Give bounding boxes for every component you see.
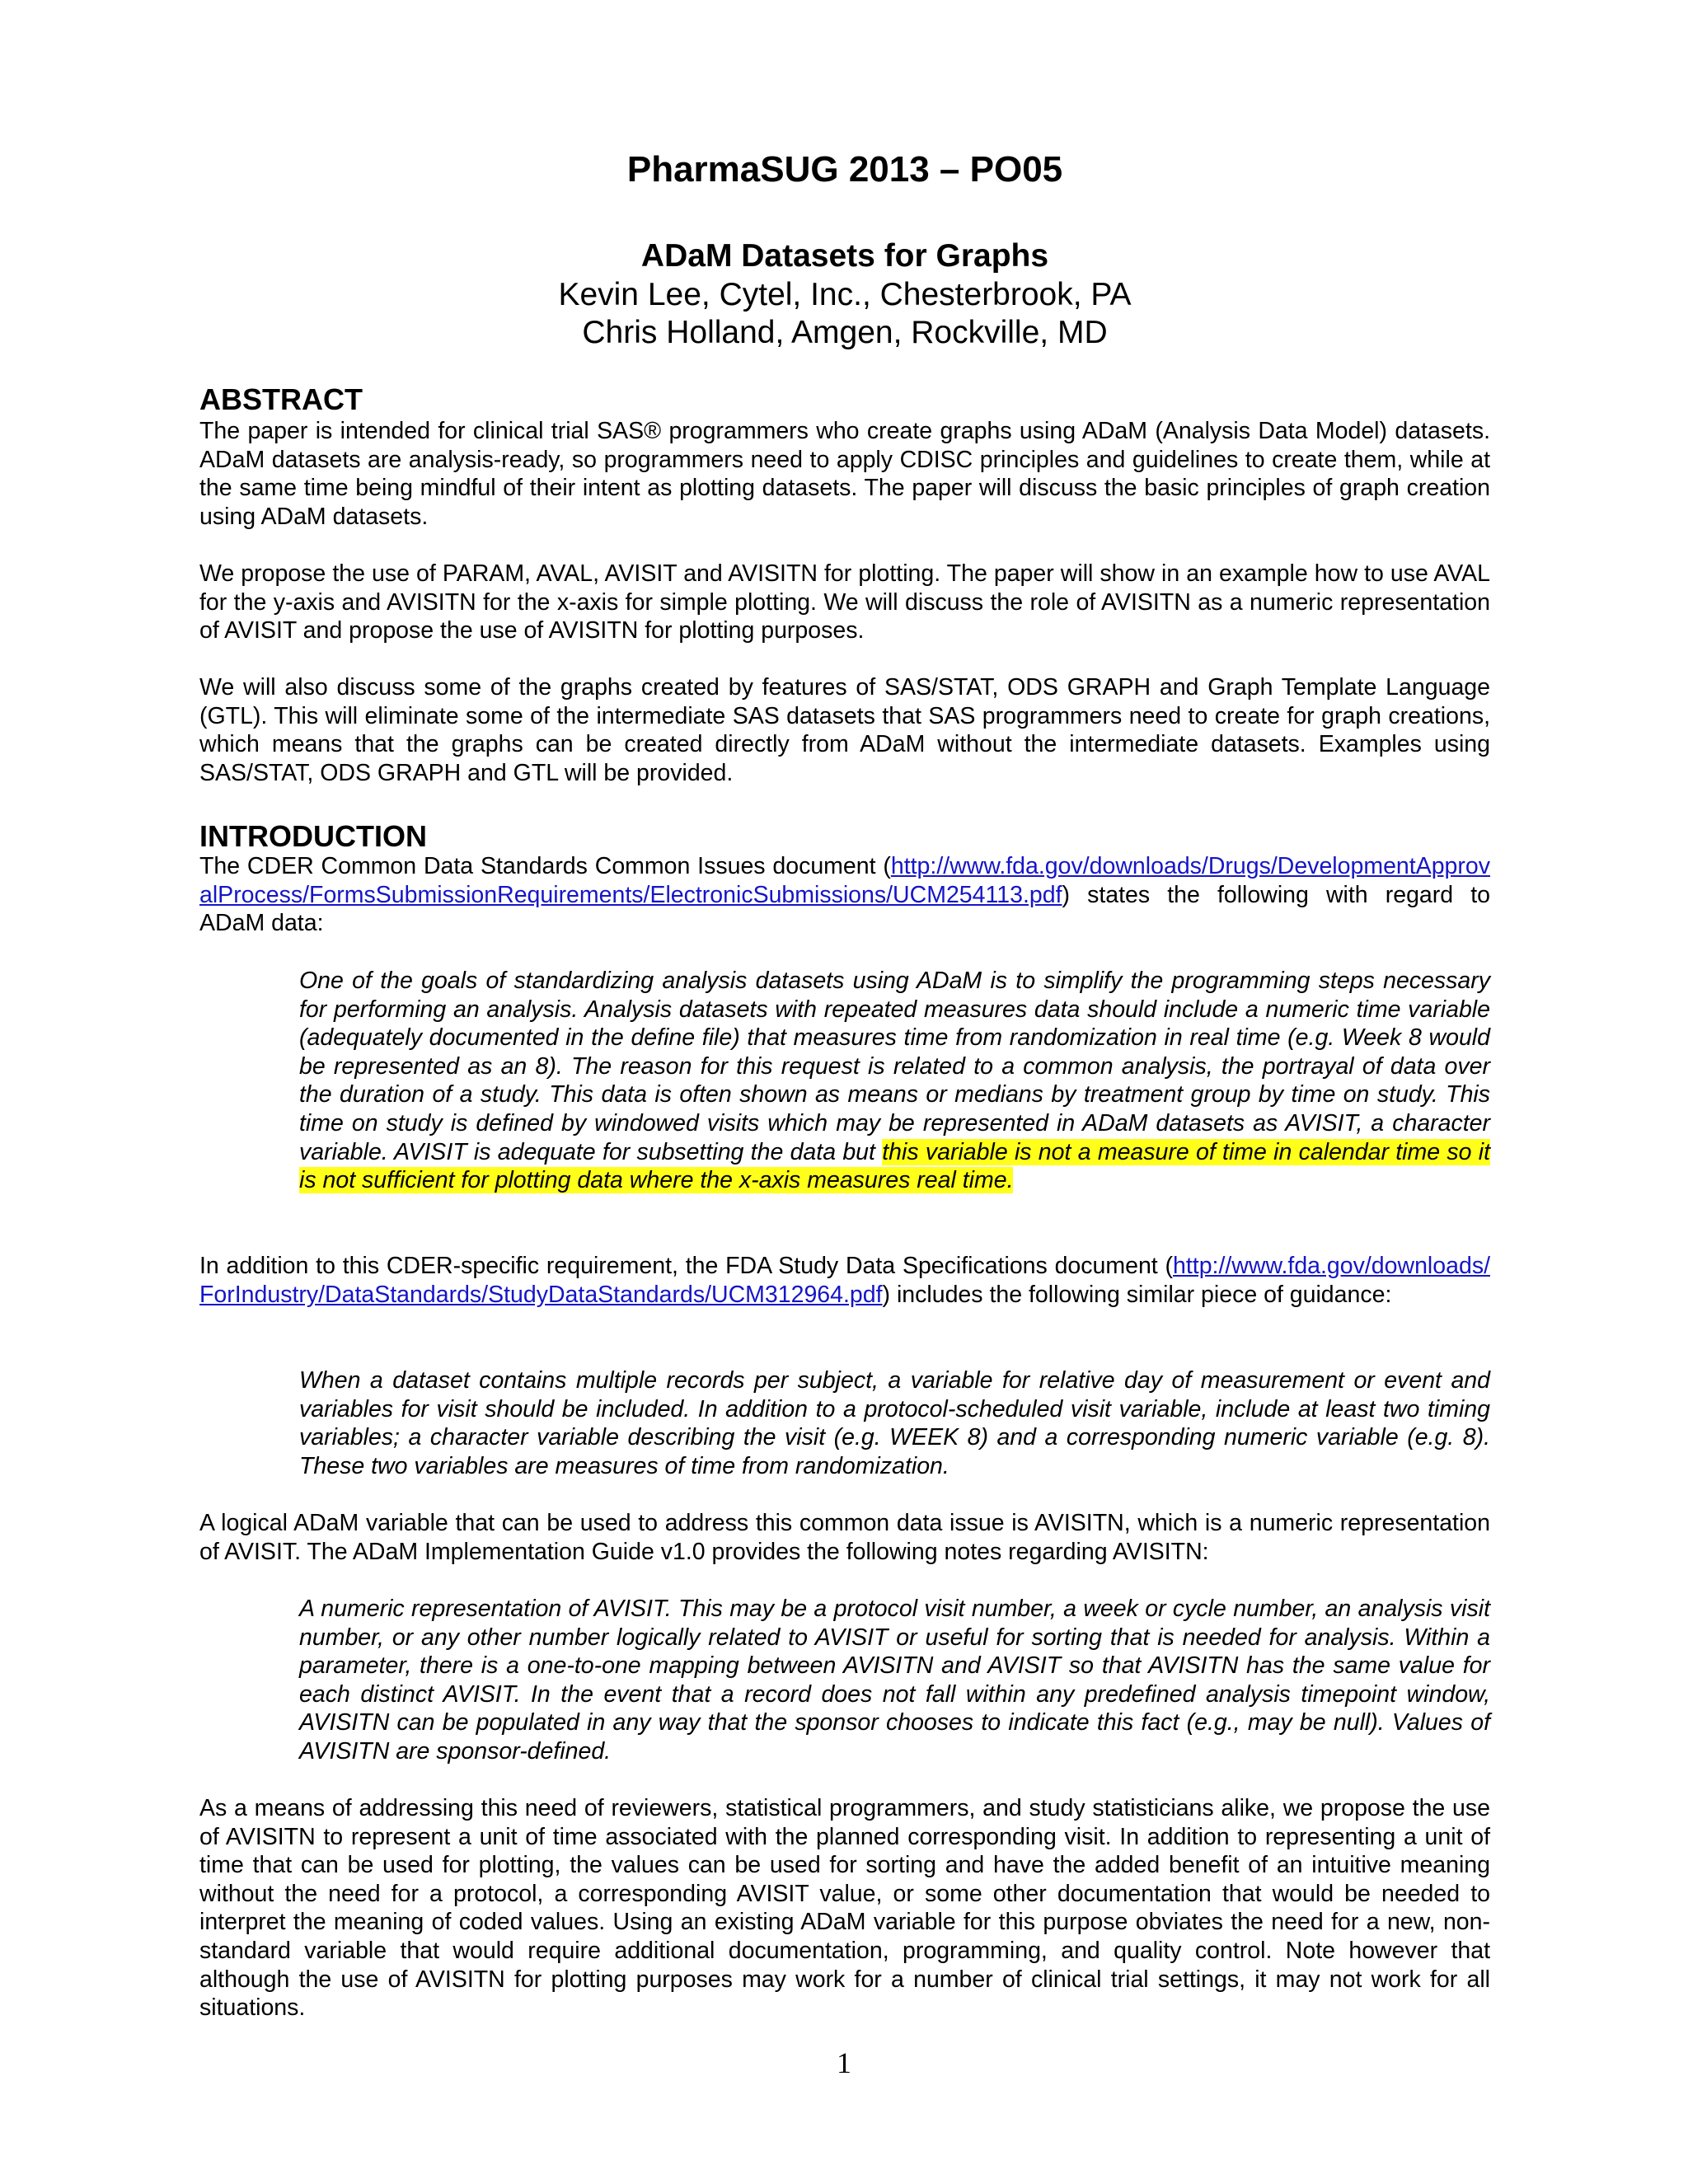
intro-text: The CDER Common Data Standards Common Issues document ( <box>199 853 891 879</box>
intro-text: ) includes the following similar piece of guidance: <box>882 1281 1392 1308</box>
abstract-heading: ABSTRACT <box>199 382 363 416</box>
quote-text: One of the goals of standardizing analysis datasets using ADaM is to simplify the programming steps necessary for performing an analysis. Analysis datasets with repeated measures data should include a numeric time variable (adequately documented in the define file) that measures time from randomization in real time (e.g. Week 8 would be represented as an 8). The reason for this request is related to a common analysis, the portrayal of data over the duration of a study. This data is often shown as means or medians by treatment group by time on study. This time on study is defined by windowed visits which may be represented in ADaM datasets as AVISIT, a character variable. AVISIT is adequate for subsetting the data but <box>299 968 1490 1165</box>
page-number: 1 <box>837 2046 851 2079</box>
intro-paragraph: A logical ADaM variable that can be used to address this common data issue is AVISITN, which is a numeric representation of AVISIT. The ADaM Implementation Guide v1.0 provides the following notes regarding AVISITN: <box>199 1510 1490 1565</box>
cder-document-link[interactable]: http://www.fda.gov/downloads/Drugs/DevelopmentApprovalProcess/FormsSubmissionRequirements/ElectronicSubmissions/UCM254113.pdf <box>199 853 1490 908</box>
abstract-paragraph: We propose the use of PARAM, AVAL, AVISIT and AVISITN for plotting. The paper will show in an example how to use AVAL for the y-axis and AVISITN for the x-axis for simple plotting. We will discuss the role of AVISITN as a numeric representation of AVISIT and propose the use of AVISITN for plotting purposes. <box>199 560 1490 644</box>
fda-specifications-link[interactable]: http://www.fda.gov/downloads/ForIndustry/DataStandards/StudyDataStandards/UCM312964.pdf <box>199 1253 1490 1308</box>
abstract-paragraph: We will also discuss some of the graphs created by features of SAS/STAT, ODS GRAPH and Graph Template Language (GTL). This will eliminate some of the intermediate SAS datasets that SAS programmers need to create for graph creations, which means that the graphs can be created directly from ADaM without the intermediate datasets. Examples using SAS/STAT, ODS GRAPH and GTL will be provided. <box>199 674 1490 786</box>
block-quote: When a dataset contains multiple records per subject, a variable for relative day of measurement or event and variables for visit should be included. In addition to a protocol-scheduled visit variable, include at least two timing variables; a character variable describing the visit (e.g. WEEK 8) and a corresponding numeric variable (e.g. 8). These two variables are measures of time from randomization. <box>299 1367 1490 1479</box>
introduction-heading: INTRODUCTION <box>199 819 427 853</box>
intro-paragraph <box>199 1252 1490 1309</box>
author-line: Kevin Lee, Cytel, Inc., Chesterbrook, PA <box>558 277 1132 312</box>
intro-paragraph: As a means of addressing this need of reviewers, statistical programmers, and study statisticians alike, we propose the use of AVISITN to represent a unit of time associated with the planned corresponding visit. In addition to representing a unit of time that can be used for plotting, the values can be used for sorting and have the added benefit of an intuitive meaning without the need for a protocol, a corresponding AVISIT value, or some other documentation that would be needed to interpret the meaning of coded values. Using an existing ADaM variable for this purpose obviates the need for a new, non-standard variable that would require additional documentation, programming, and quality control. Note however that although the use of AVISITN for plotting purposes may work for a number of clinical trial settings, it may not work for all situations. <box>199 1795 1490 2022</box>
author-line: Chris Holland, Amgen, Rockville, MD <box>582 315 1108 350</box>
abstract-paragraph: The paper is intended for clinical trial SAS® programmers who create graphs using ADaM (Analysis Data Model) datasets. ADaM datasets are analysis-ready, so programmers need to apply CDISC principles and guidelines to create them, while at the same time being mindful of their intent as plotting datasets. The paper will discuss the basic principles of graph creation using ADaM datasets. <box>199 418 1490 530</box>
conference-title: PharmaSUG 2013 – PO05 <box>626 149 1063 190</box>
paper-title: ADaM Datasets for Graphs <box>640 238 1049 274</box>
intro-paragraph <box>199 852 1490 938</box>
block-quote: A numeric representation of AVISIT. This may be a protocol visit number, a week or cycle number, an analysis visit number, or any other number logically related to AVISIT or useful for sorting that is needed for analysis. Within a parameter, there is a one-to-one mapping between AVISITN and AVISIT so that AVISITN has the same value for each distinct AVISIT. In the event that a record does not fall within any predefined analysis timepoint window, AVISITN can be populated in any way that the sponsor chooses to indicate this fact (e.g., may be null). Values of AVISITN are sponsor-defined. <box>299 1596 1490 1765</box>
block-quote <box>299 967 1490 1195</box>
intro-text: In addition to this CDER-specific requirement, the FDA Study Data Specifications document ( <box>199 1253 1174 1279</box>
highlighted-text: this variable is not a measure of time in calendar time so it is not sufficient for plotting data where the x-axis measures real time. <box>299 1138 1490 1194</box>
intro-text: ) states the following with regard to ADaM data: <box>199 881 1490 937</box>
